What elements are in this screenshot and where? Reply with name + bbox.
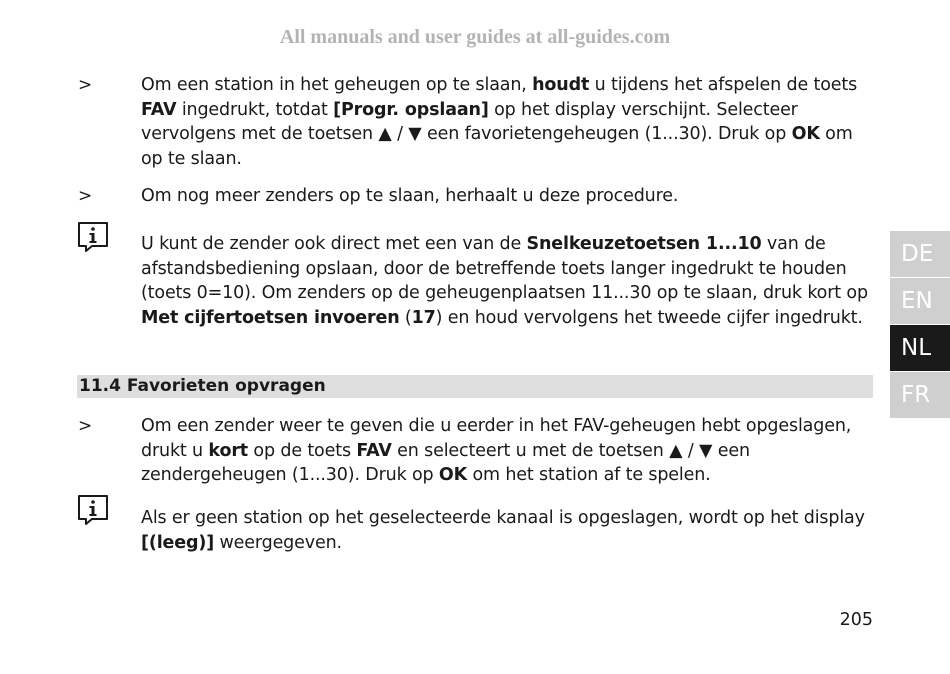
language-tab-fr[interactable]: FR [890,372,950,419]
info-note-icon [76,494,110,526]
bullet-marker: > [78,186,93,206]
language-tab-en[interactable]: EN [890,278,950,325]
instruction-recall-favorite: Om een zender weer te geven die u eerder in het FAV-geheugen hebt opgeslagen, drukt u kort op de toets FAV en selecteert u met de toetsen ▲ / ▼ een zendergeheugen (1...30). Druk op OK om het station af te spelen. [141,416,852,485]
language-tab-nl[interactable]: NL [890,325,950,372]
note-empty-slot: Als er geen station op het geselecteerde kanaal is opgeslagen, wordt op het display [(leeg)] weergegeven. [141,508,865,553]
bullet-marker: > [78,416,93,436]
instruction-repeat: Om nog meer zenders op te slaan, herhaalt u deze procedure. [141,186,679,206]
page-number: 205 [839,610,873,630]
note-direct-save: U kunt de zender ook direct met een van de Snelkeuzetoetsen 1...10 van de afstandsbediening opslaan, door de betreffende toets langer ingedrukt te houden (toets 0=10). Om zenders op de geheugenplaatsen 11...30 op te slaan, druk kort op Met cijfertoetsen invoeren (17) en houd vervolgens het tweede cijfer ingedrukt. [141,234,868,328]
language-tab-de[interactable]: DE [890,231,950,278]
section-heading: 11.4 Favorieten opvragen [77,375,873,398]
bullet-marker: > [78,75,93,95]
watermark: All manuals and user guides at all-guides.com [279,26,671,48]
language-tabs [890,231,950,419]
info-note-icon [76,221,110,253]
instruction-save-station: Om een station in het geheugen op te slaan, houdt u tijdens het afspelen de toets FAV ingedrukt, totdat [Progr. opslaan] op het display verschijnt. Selecteer vervolgens met de toetsen ▲ / ▼ een favorietengeheugen (1...30). Druk op OK om op te slaan. [141,75,858,169]
